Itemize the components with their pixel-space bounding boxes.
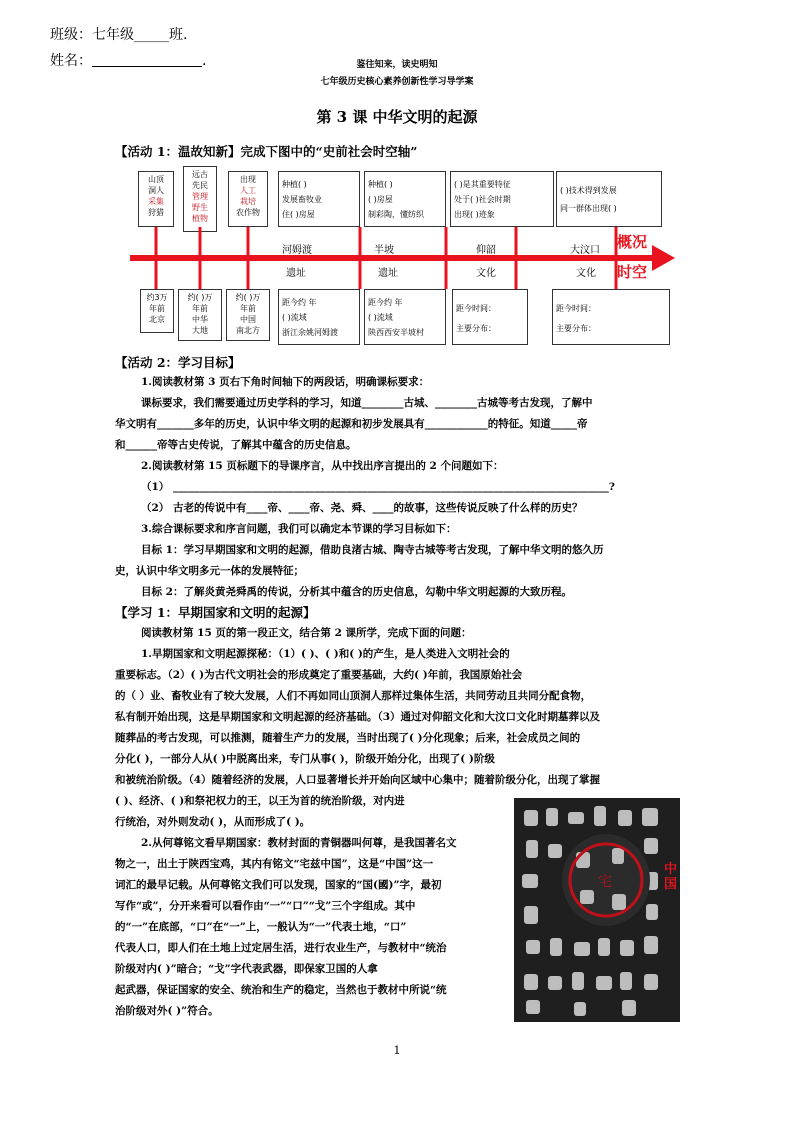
timeline-diagram [130, 165, 690, 347]
study1-line: 行统治，对外则发动( )，从而形成了( )。 [115, 816, 311, 828]
activity2-line: 1.阅读教材第 3 页右下角时间轴下的两段话，明确课标要求： [141, 376, 430, 388]
axis-label-hemudu: 河姆渡 [282, 245, 312, 256]
bottom-box-banpo: 距今约 年 ( )流域 陕西西安半坡村 [364, 289, 446, 345]
axis-tag-overview: 概况 [617, 233, 648, 251]
svg-text:宅: 宅 [598, 874, 612, 890]
activity1-title: 【活动 1：温故知新】完成下图中的“史前社会时空轴” [115, 144, 418, 159]
study1-line: 和被统治阶级。（4）随着经济的发展，人口显著增长并开始向区域中心集中；随着阶级分化，出现了掌握 [115, 774, 601, 786]
lesson-title: 第 3 课 中华文明的起源 [316, 108, 478, 126]
activity2-line: 3.综合课标要求和序言问题，我们可以确定本节课的学习目标如下： [141, 523, 457, 535]
study1-line: 2.从何尊铭文看早期国家：教材封面的青铜器叫何尊，是我国著名文 [141, 837, 457, 849]
study1-line: ( )、经济、( )和祭祀权力的王，以王为首的统治阶级，对内进 [115, 795, 405, 807]
study1-line: 代表人口，即人们在土地上过定居生活，进行农业生产，与教材中“统治 [115, 942, 447, 954]
study1-line: 1.早期国家和文明起源探秘：（1）( )、( )和( )的产生，是人类进入文明社会的 [141, 648, 510, 660]
series-title: 七年级历史核心素养创新性学习导学案 [320, 77, 474, 87]
activity2-line: 和______帝等古史传说，了解其中蕴含的历史信息。 [115, 439, 357, 451]
axis-label-banpo: 半坡 [374, 245, 394, 256]
study1-title: 【学习 1：早期国家和文明的起源】 [115, 605, 316, 620]
axis-label-dawenkou: 大汶口 [570, 245, 600, 256]
activity2-line: 2.阅读教材第 15 页标题下的导课序言，从中找出序言提出的 2 个问题如下： [141, 460, 504, 472]
study1-line: 重要标志。（2）( )为古代文明社会的形成奠定了重要基础，大约( )年前，我国原始社会 [115, 669, 523, 681]
bottom-box-hemudu: 距今约 年 ( )流域 浙江余姚河姆渡 [278, 289, 360, 345]
top-box-2: 远古 先民 管理 野生 植物 [183, 166, 217, 232]
study1-line: 分化( )，一部分人从( )中脱离出来，专门从事( )，阶级开始分化，出现了( )阶级 [115, 753, 495, 765]
page-number: 1 [393, 1044, 401, 1057]
top-box-hemudu: 种植( ) 发展畜牧业 住( )房屋 [278, 171, 360, 227]
activity2-line: （2） 古老的传说中有____帝、____帝、尧、舜、____的故事，这些传说反映了什么样的历史？ [141, 502, 583, 514]
motto: 鉴往知来，读史明知 [356, 60, 438, 70]
study1-line: 的（ ）业、畜牧业有了较大发展，人们不再如同山顶洞人那样过集体生活，共同劳动且共同分配食物， [115, 690, 592, 702]
bottom-box-1: 约3万 年前 北京 [140, 289, 174, 333]
time-axis [130, 225, 690, 291]
axis-label-yangshao: 仰韶 [476, 245, 496, 256]
study1-line: 起武器，保证国家的安全、统治和生产的稳定，当然也于教材中所说“统 [115, 984, 447, 996]
axis-tag-spacetime: 时空 [617, 263, 648, 281]
axis-sub-yangshao: 文化 [476, 268, 496, 279]
bottom-box-dawenkou: 距今时间： 主要分布： [552, 289, 670, 345]
bottom-box-3: 约( )万 年前 中国 南北方 [226, 289, 270, 341]
top-box-yangshao: ( )是其重要特征 处于( )社会时期 出现( )迹象 [450, 171, 554, 227]
study1-line: 私有制开始出现，这是早期国家和文明起源的经济基础。（3）通过对仰韶文化和大汶口文化时期墓葬以及 [115, 711, 601, 723]
bottom-box-2: 约( )万 年前 中华 大地 [178, 289, 222, 341]
study1-line: 词汇的最早记载。从何尊铭文我们可以发现，国家的“国(國)”字，最初 [115, 879, 442, 891]
activity2-line: 目标 2：了解炎黄尧舜禹的传说，分析其中蕴含的历史信息，勾勒中华文明起源的大致历程。 [141, 586, 572, 598]
image-caption: 中国 [664, 862, 678, 892]
inscription-rubbing-texture [514, 798, 680, 1022]
activity2-line: 史，认识中华文明多元一体的发展特征； [115, 565, 304, 577]
class-label: 班级：七年级_____班. [50, 27, 188, 43]
top-box-dawenkou: ( )技术得到发展 同一群体出现( ) [556, 171, 662, 227]
name-label: 姓名： [50, 53, 92, 69]
activity2-line: 目标 1：学习早期国家和文明的起源，借助良渚古城、陶寺古城等考古发现，了解中华文明的悠久历 [141, 544, 604, 556]
study1-line: 阶级对内( )”暗合；“戈”字代表武器，即保家卫国的人拿 [115, 963, 378, 975]
axis-sub-hemudu: 遗址 [286, 268, 306, 279]
activity2-line: 课标要求，我们需要通过历史学科的学习，知道________古城、________古城等考古发现，了解中 [141, 397, 593, 409]
top-box-banpo: 种植( ) ( )房屋 制彩陶，懂纺织 [364, 171, 446, 227]
he-zun-inscription-image [514, 798, 680, 1022]
study1-line: 随葬品的考古发现，可以推测，随着生产力的发展，当时出现了( )分化现象；后来，社会成员之间的 [115, 732, 581, 744]
study1-line: 写作“或”，分开来看可以看作由“一”“口”“戈”三个字组成。其中 [115, 900, 416, 912]
axis-sub-dawenkou: 文化 [576, 268, 596, 279]
study1-intro: 阅读教材第 15 页的第一段正文，结合第 2 课所学，完成下面的问题： [141, 627, 472, 639]
axis-sub-banpo: 遗址 [378, 268, 398, 279]
study1-line: 物之一，出土于陕西宝鸡，其内有铭文“宅兹中国”，这是“中国”这一 [115, 858, 434, 870]
bottom-box-yangshao: 距今时间： 主要分布： [452, 289, 528, 345]
top-box-1: 山顶 洞人 采集 狩猎 [138, 171, 174, 227]
top-box-3: 出现 人工 栽培 农作物 [228, 171, 268, 227]
study1-line: 的“一”在底部，“口”在“一”上，一般认为“一”代表土地，“口” [115, 921, 407, 933]
activity2-title: 【活动 2：学习目标】 [115, 355, 241, 370]
activity2-body [115, 372, 675, 603]
activity2-line: 华文明有_______多年的历史，认识中华文明的起源和初步发展具有____________的特征。知道_____帝 [115, 418, 588, 430]
study1-line: 治阶级对外( )”符合。 [115, 1005, 219, 1017]
activity2-line: （1） ___________________________________________________________________________________? [141, 481, 615, 493]
name-tail: . [202, 53, 207, 69]
